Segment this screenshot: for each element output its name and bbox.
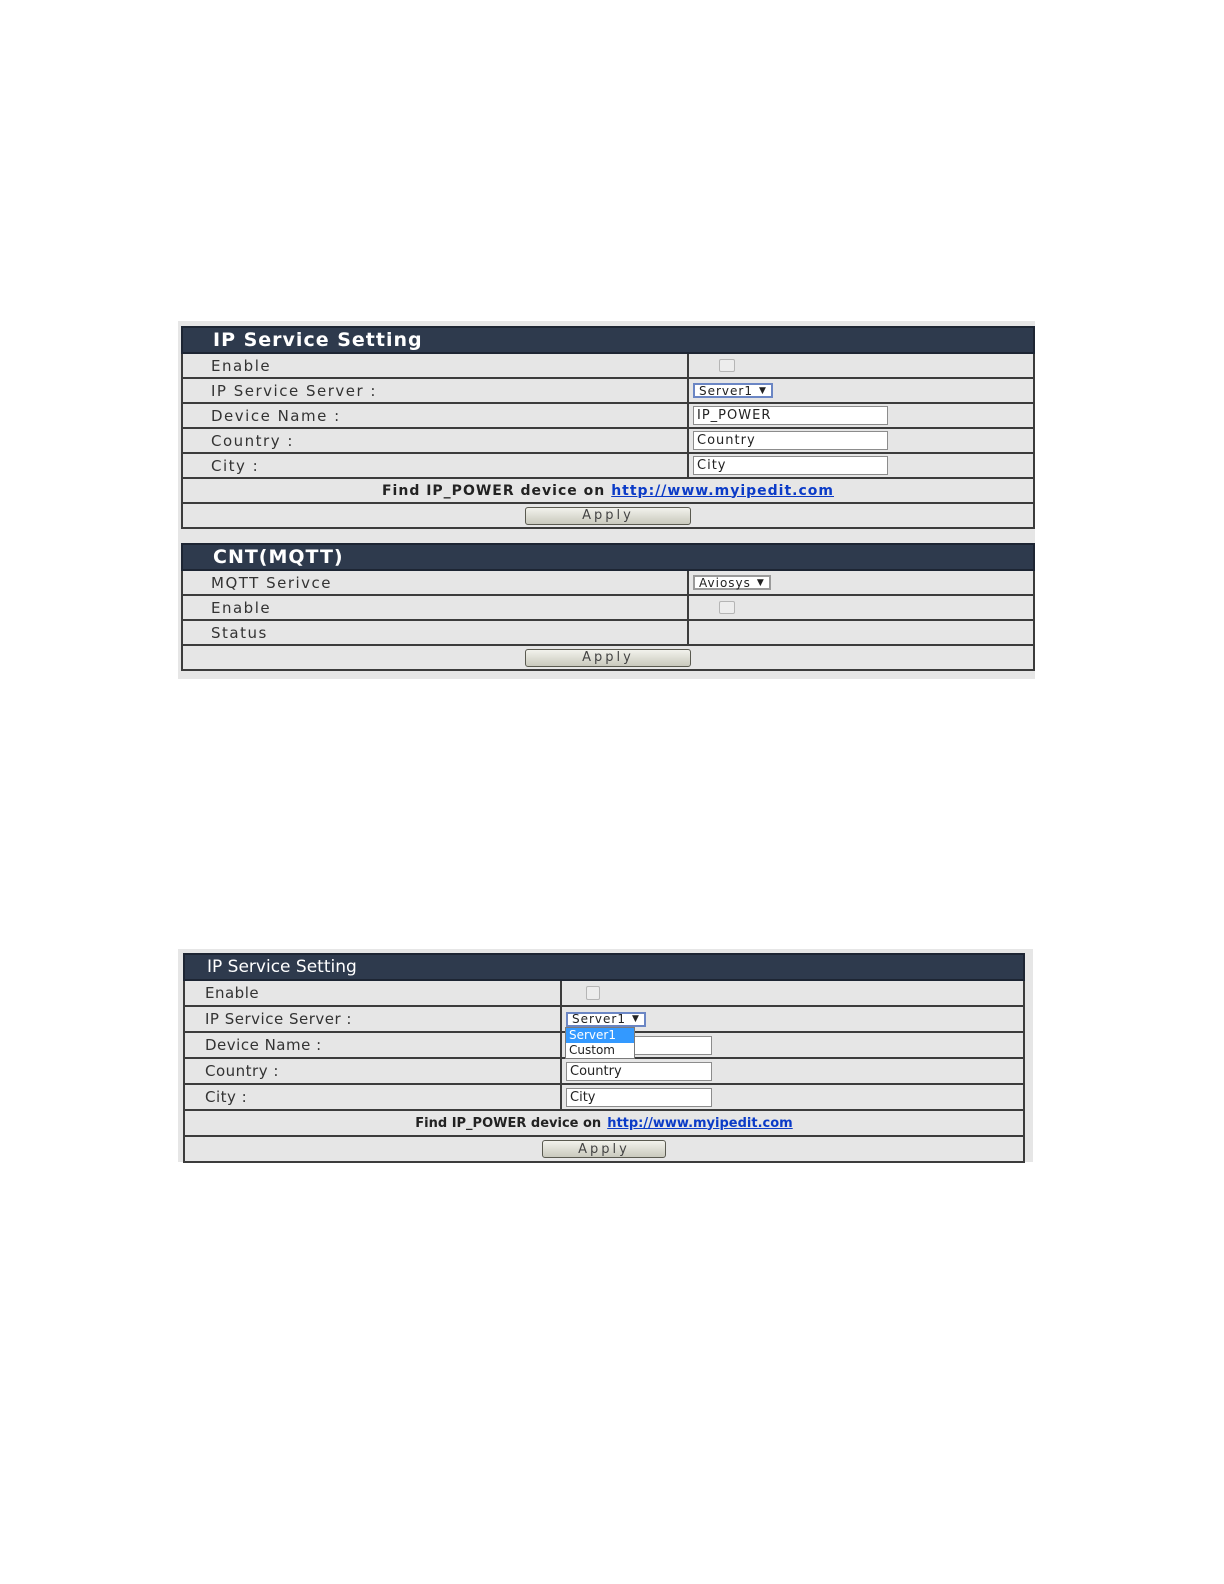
country-label: Country :	[183, 429, 689, 452]
city-input[interactable]: City	[566, 1088, 712, 1107]
city-label: City :	[185, 1085, 562, 1109]
myipedit-link[interactable]: http://www.myipedit.com	[611, 482, 834, 499]
enable-label: Enable	[183, 354, 689, 377]
mqtt-status-value	[689, 621, 1033, 644]
mqtt-enable-row	[181, 596, 1035, 621]
server-label: IP Service Server :	[185, 1007, 562, 1031]
mqtt-header: CNT(MQTT)	[181, 543, 1035, 571]
country-input[interactable]: Country	[693, 431, 888, 450]
server-select[interactable]	[566, 1012, 646, 1027]
city-label: City :	[183, 454, 689, 477]
find-device-text: Find IP_POWER device on	[381, 482, 606, 499]
find-device-text: Find IP_POWER device on	[415, 1115, 602, 1131]
enable-label: Enable	[185, 981, 562, 1005]
enable-checkbox[interactable]	[719, 359, 735, 372]
screenshot-ip-dropdown-open	[178, 949, 1033, 1162]
chevron-down-icon: ▼	[632, 1014, 640, 1024]
mqtt-panel	[181, 543, 1035, 671]
chevron-down-icon: ▼	[759, 385, 767, 396]
server-option-server1[interactable]: Server1	[566, 1028, 634, 1043]
apply-button[interactable]: Apply	[525, 507, 691, 525]
mqtt-service-select[interactable]	[693, 575, 771, 590]
server-select-value: Server1	[572, 1012, 626, 1026]
device-name-row	[181, 404, 1035, 429]
server-label: IP Service Server :	[183, 379, 689, 402]
server-row	[181, 379, 1035, 404]
country-row	[181, 429, 1035, 454]
mqtt-status-row	[181, 621, 1035, 646]
chevron-down-icon: ▼	[756, 577, 765, 588]
mqtt-enable-checkbox[interactable]	[719, 601, 735, 614]
server-select-value: Server1	[699, 383, 753, 398]
country-label: Country :	[185, 1059, 562, 1083]
device-name-label: Device Name :	[183, 404, 689, 427]
enable-row	[183, 981, 1025, 1007]
enable-checkbox[interactable]	[586, 986, 600, 1000]
apply-row	[181, 504, 1035, 529]
find-device-row	[183, 1111, 1025, 1137]
mqtt-service-label: MQTT Serivce	[183, 571, 689, 594]
city-row	[183, 1085, 1025, 1111]
mqtt-enable-label: Enable	[183, 596, 689, 619]
country-input[interactable]: Country	[566, 1062, 712, 1081]
server-select[interactable]	[693, 383, 773, 398]
city-input[interactable]: City	[693, 456, 888, 475]
ip-service-header: IP Service Setting	[183, 953, 1025, 981]
mqtt-apply-button[interactable]: Apply	[525, 649, 691, 667]
myipedit-link[interactable]: http://www.myipedit.com	[607, 1115, 793, 1131]
apply-row	[183, 1137, 1025, 1163]
find-device-row	[181, 479, 1035, 504]
mqtt-apply-row	[181, 646, 1035, 671]
enable-row	[181, 354, 1035, 379]
apply-button[interactable]: Apply	[542, 1140, 666, 1158]
ip-service-panel	[183, 953, 1025, 1163]
city-row	[181, 454, 1035, 479]
screenshot-ip-and-mqtt	[178, 321, 1035, 679]
country-row	[183, 1059, 1025, 1085]
mqtt-service-row	[181, 571, 1035, 596]
device-name-input[interactable]: IP_POWER	[693, 406, 888, 425]
mqtt-service-value: Aviosys	[699, 575, 751, 590]
ip-service-header: IP Service Setting	[181, 326, 1035, 354]
server-option-custom[interactable]: Custom	[569, 1043, 615, 1057]
mqtt-status-label: Status	[183, 621, 689, 644]
device-name-label: Device Name :	[185, 1033, 562, 1057]
server-dropdown-list	[565, 1027, 635, 1059]
ip-service-panel	[181, 326, 1035, 529]
